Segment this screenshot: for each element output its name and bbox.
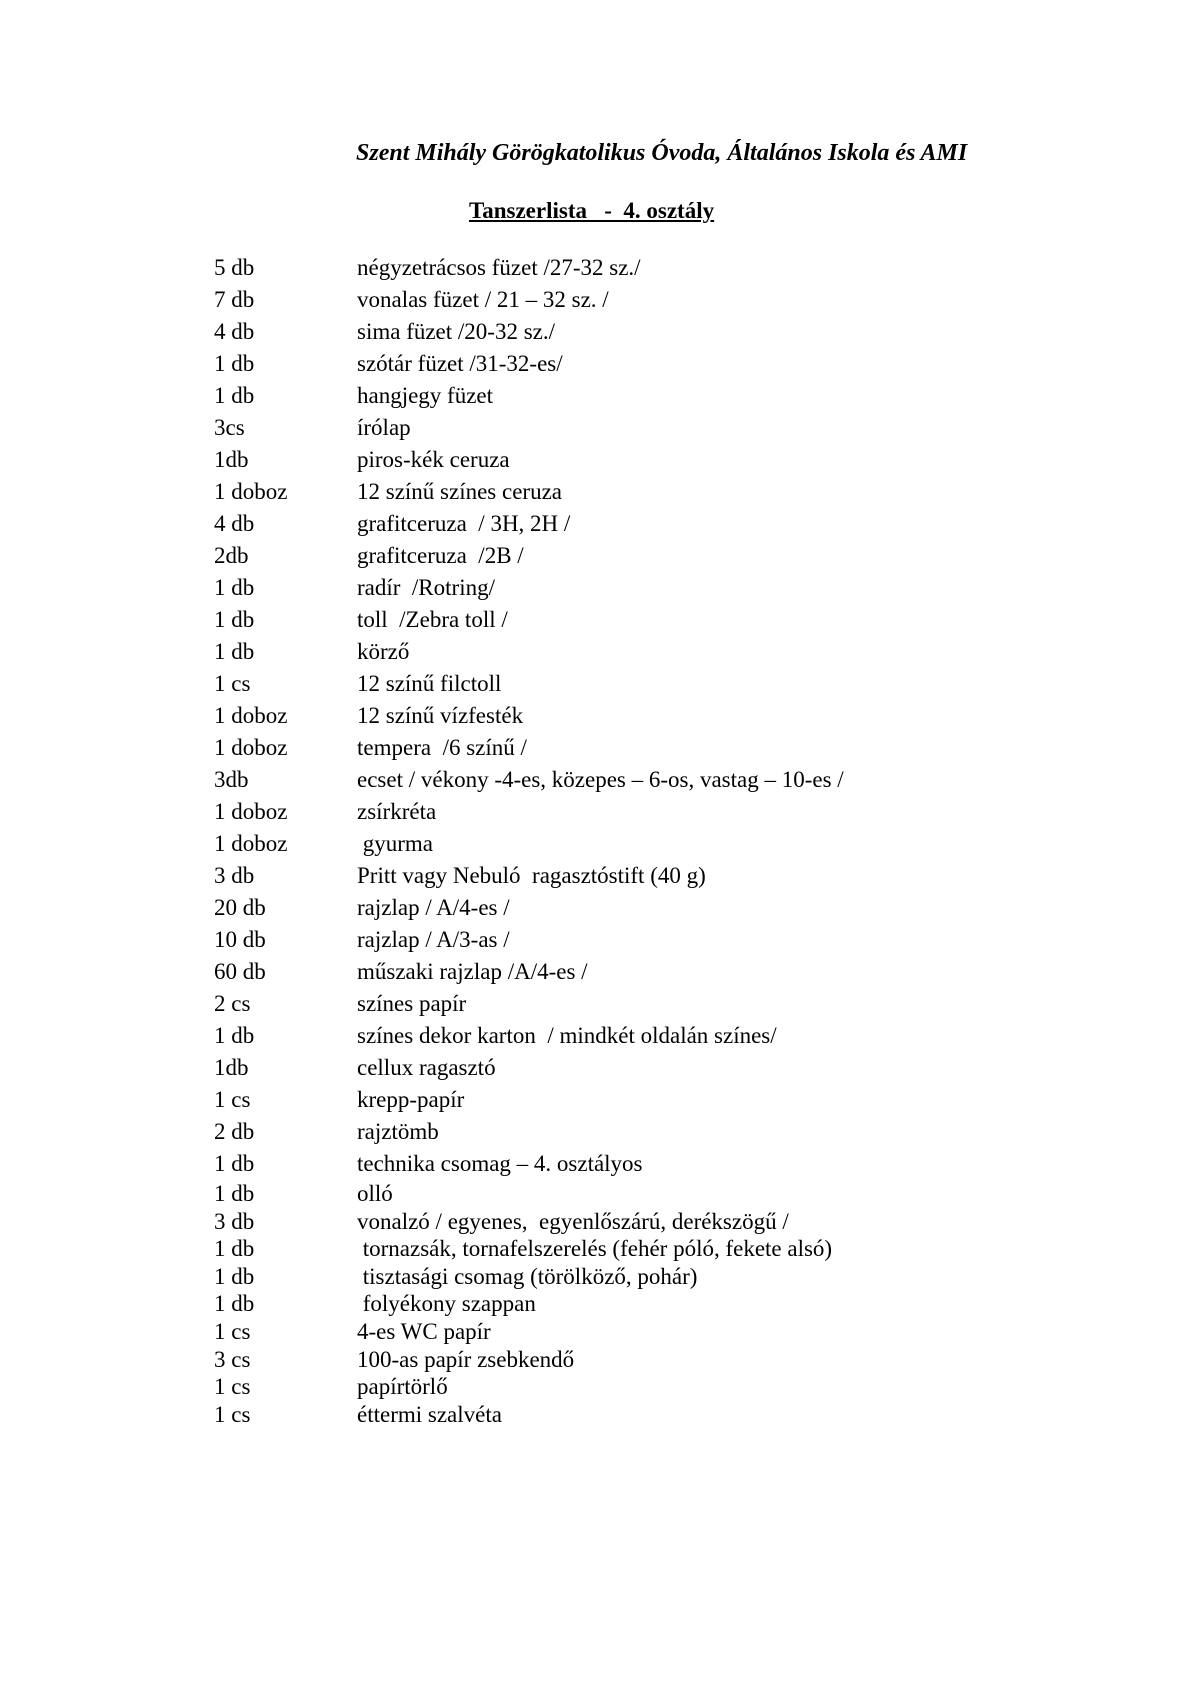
- item-name: hangjegy füzet: [357, 383, 494, 408]
- item-quantity: 1 db: [214, 639, 255, 664]
- item-name: radír /Rotring/: [357, 575, 495, 600]
- item-quantity: 60 db: [214, 959, 266, 984]
- item-quantity: 3db: [214, 767, 249, 792]
- item-name: zsírkréta: [357, 799, 437, 824]
- item-quantity: 1 db: [214, 1236, 255, 1262]
- item-name: négyzetrácsos füzet /27-32 sz./: [357, 255, 641, 280]
- item-quantity: 1 db: [214, 351, 255, 376]
- item-name: írólap: [357, 415, 411, 440]
- item-quantity: 1 cs: [214, 1318, 251, 1344]
- item-name: színes papír: [357, 991, 467, 1016]
- item-quantity: 20 db: [214, 895, 266, 920]
- item-quantity: 1 doboz: [214, 831, 288, 856]
- list-item: [214, 444, 1114, 476]
- item-quantity: 4 db: [214, 511, 255, 536]
- item-name: műszaki rajzlap /A/4-es /: [357, 959, 588, 984]
- item-quantity: 2 cs: [214, 991, 251, 1016]
- list-item: [214, 572, 1114, 604]
- list-item: [214, 924, 1114, 956]
- item-quantity: 1 db: [214, 1181, 255, 1206]
- item-quantity: 1 cs: [214, 1087, 251, 1112]
- item-name: körző: [357, 639, 410, 664]
- item-quantity: 1 doboz: [214, 703, 288, 728]
- item-name: 12 színű színes ceruza: [357, 479, 563, 504]
- item-name: 12 színű vízfesték: [357, 703, 524, 728]
- item-quantity: 1 cs: [214, 671, 251, 696]
- item-name: grafitceruza / 3H, 2H /: [357, 511, 571, 536]
- list-item: [214, 412, 1114, 444]
- list-item: [214, 476, 1114, 508]
- item-name: piros-kék ceruza: [357, 447, 510, 472]
- list-item: [214, 252, 1114, 284]
- list-item: [214, 796, 1114, 828]
- item-name: 100-as papír zsebkendő: [357, 1346, 575, 1372]
- item-quantity: 1 cs: [214, 1401, 251, 1427]
- item-quantity: 1 db: [214, 1291, 255, 1317]
- item-name: tisztasági csomag (törölköző, pohár): [357, 1263, 698, 1289]
- item-quantity: 7 db: [214, 287, 255, 312]
- item-quantity: 1 doboz: [214, 735, 288, 760]
- list-item: [214, 284, 1114, 316]
- list-item: [214, 700, 1114, 732]
- item-quantity: 1 doboz: [214, 799, 288, 824]
- item-quantity: 1 db: [214, 575, 255, 600]
- list-item: [214, 1208, 1114, 1236]
- list-item: [214, 828, 1114, 860]
- item-name: folyékony szappan: [357, 1291, 536, 1317]
- item-name: gyurma: [357, 831, 434, 856]
- list-item: [214, 732, 1114, 764]
- list-item: [214, 380, 1114, 412]
- list-item: [214, 764, 1114, 796]
- list-item: [214, 1346, 1114, 1374]
- item-name: vonalas füzet / 21 – 32 sz. /: [357, 287, 609, 312]
- item-name: éttermi szalvéta: [357, 1401, 502, 1427]
- item-quantity: 1 doboz: [214, 479, 288, 504]
- list-item: [214, 1180, 1114, 1208]
- item-quantity: 3 db: [214, 863, 255, 888]
- list-item: [214, 540, 1114, 572]
- list-item: [214, 1020, 1114, 1052]
- item-quantity: 1 db: [214, 607, 255, 632]
- item-name: olló: [357, 1181, 393, 1206]
- item-quantity: 3 cs: [214, 1346, 251, 1372]
- document-title: Tanszerlista - 4. osztály: [469, 198, 715, 223]
- list-item: [214, 316, 1114, 348]
- item-quantity: 5 db: [214, 255, 255, 280]
- item-name: 12 színű filctoll: [357, 671, 502, 696]
- item-quantity: 3cs: [214, 415, 245, 440]
- item-name: papírtörlő: [357, 1374, 448, 1400]
- item-name: színes dekor karton / mindkét oldalán színes/: [357, 1023, 777, 1048]
- list-item: [214, 892, 1114, 924]
- list-item: [214, 636, 1114, 668]
- list-item: [214, 604, 1114, 636]
- item-quantity: 1 db: [214, 383, 255, 408]
- item-quantity: 1 db: [214, 1263, 255, 1289]
- item-quantity: 10 db: [214, 927, 266, 952]
- item-name: tempera /6 színű /: [357, 735, 527, 760]
- list-item: [214, 860, 1114, 892]
- list-item: [214, 1148, 1114, 1180]
- item-name: tornazsák, tornafelszerelés (fehér póló, fekete alsó): [357, 1236, 833, 1262]
- item-name: cellux ragasztó: [357, 1055, 496, 1080]
- list-item: [214, 988, 1114, 1020]
- item-name: ecset / vékony -4-es, közepes – 6-os, vastag – 10-es /: [357, 767, 844, 792]
- item-quantity: 4 db: [214, 319, 255, 344]
- list-item: [214, 668, 1114, 700]
- list-item: [214, 348, 1114, 380]
- list-item: [214, 1084, 1114, 1116]
- list-item: [214, 1116, 1114, 1148]
- item-name: Pritt vagy Nebuló ragasztóstift (40 g): [357, 863, 706, 888]
- item-quantity: 2 db: [214, 1119, 255, 1144]
- list-item: [214, 1263, 1114, 1291]
- item-name: krepp-papír: [357, 1087, 465, 1112]
- item-quantity: 1 db: [214, 1151, 255, 1176]
- item-name: szótár füzet /31-32-es/: [357, 351, 563, 376]
- item-name: sima füzet /20-32 sz./: [357, 319, 556, 344]
- list-item: [214, 508, 1114, 540]
- item-quantity: 3 db: [214, 1208, 255, 1234]
- item-name: grafitceruza /2B /: [357, 543, 524, 568]
- supply-list: [214, 252, 1114, 1428]
- item-name: vonalzó / egyenes, egyenlőszárú, derékszögű /: [357, 1208, 789, 1234]
- list-item: [214, 1290, 1114, 1318]
- list-item: [214, 1401, 1114, 1429]
- item-quantity: 1 db: [214, 1023, 255, 1048]
- item-quantity: 2db: [214, 543, 249, 568]
- list-item: [214, 1318, 1114, 1346]
- item-name: rajzlap / A/3-as /: [357, 927, 510, 952]
- item-name: 4-es WC papír: [357, 1318, 491, 1344]
- list-item: [214, 1235, 1114, 1263]
- list-item: [214, 956, 1114, 988]
- item-quantity: 1db: [214, 447, 249, 472]
- item-quantity: 1db: [214, 1055, 249, 1080]
- item-name: technika csomag – 4. osztályos: [357, 1151, 643, 1176]
- school-name: Szent Mihály Görögkatolikus Óvoda, Általános Iskola és AMI: [356, 140, 968, 166]
- list-item: [214, 1052, 1114, 1084]
- item-name: toll /Zebra toll /: [357, 607, 508, 632]
- item-name: rajztömb: [357, 1119, 439, 1144]
- item-quantity: 1 cs: [214, 1374, 251, 1400]
- list-item: [214, 1373, 1114, 1401]
- item-name: rajzlap / A/4-es /: [357, 895, 510, 920]
